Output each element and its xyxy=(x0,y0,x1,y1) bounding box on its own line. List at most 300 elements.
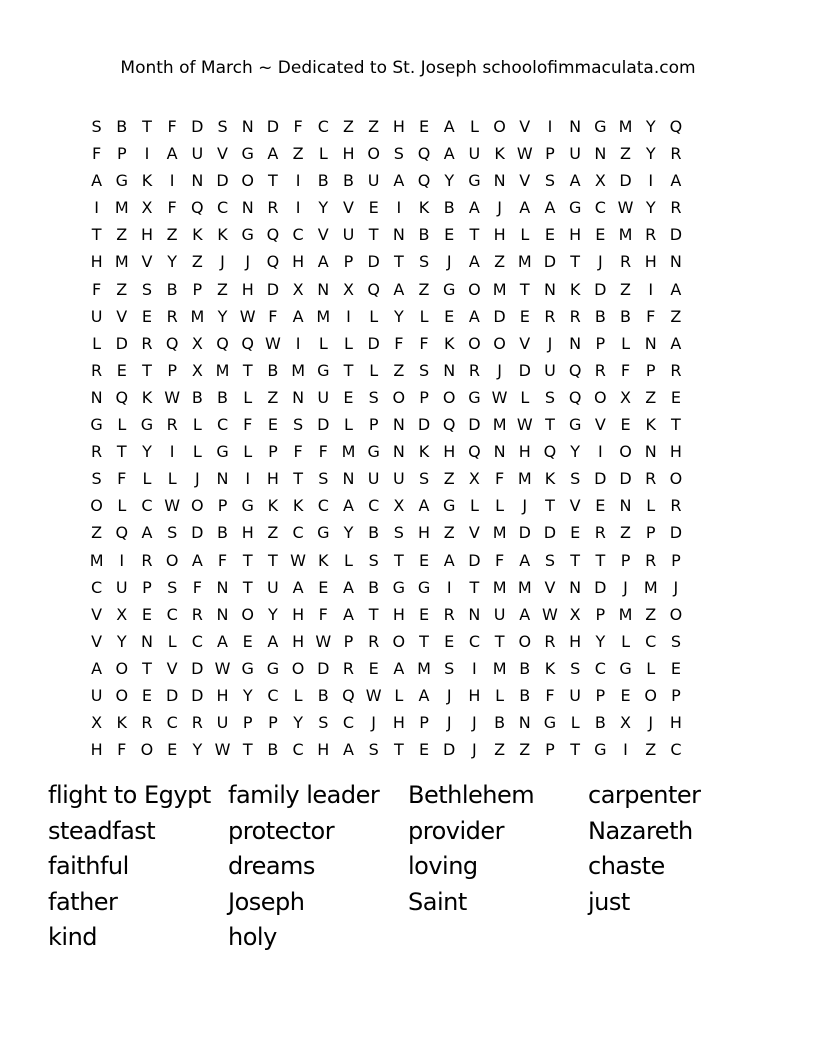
grid-row xyxy=(84,736,689,763)
grid-letter: I xyxy=(94,198,99,218)
grid-letter: B xyxy=(342,171,354,191)
grid-letter: I xyxy=(119,550,125,570)
grid-letter: C xyxy=(216,198,229,218)
grid-letter: D xyxy=(619,469,632,489)
grid-letter: G xyxy=(568,415,582,435)
word-bank-item: Saint xyxy=(408,887,467,916)
grid-letter: Z xyxy=(620,523,632,543)
grid-letter: C xyxy=(292,523,304,543)
grid-letter: Z xyxy=(620,144,632,164)
grid-letter: I xyxy=(144,144,150,164)
grid-letter: K xyxy=(318,550,329,570)
grid-row xyxy=(84,465,689,492)
grid-letter: F xyxy=(167,198,177,218)
grid-letter: B xyxy=(267,740,279,760)
grid-row xyxy=(84,492,689,519)
grid-letter: Z xyxy=(645,604,657,624)
grid-letter: E xyxy=(595,225,606,245)
grid-letter: V xyxy=(342,198,354,218)
grid-letter: C xyxy=(191,631,203,651)
grid-letter: O xyxy=(90,496,103,516)
grid-letter: E xyxy=(368,198,379,218)
grid-letter: W xyxy=(516,144,533,164)
grid-letter: F xyxy=(91,279,102,299)
grid-letter: Z xyxy=(620,279,632,299)
grid-letter: A xyxy=(342,604,354,624)
grid-letter: S xyxy=(670,631,681,651)
grid-letter: T xyxy=(519,279,530,299)
grid-letter: T xyxy=(116,442,127,462)
grid-letter: C xyxy=(342,713,355,733)
grid-letter: Y xyxy=(343,523,354,543)
grid-letter: I xyxy=(396,198,402,218)
grid-letter: Q xyxy=(543,442,557,462)
grid-letter: B xyxy=(594,306,606,326)
grid-letter: D xyxy=(468,415,481,435)
grid-letter: T xyxy=(469,577,480,597)
grid-letter: A xyxy=(443,144,455,164)
grid-letter: R xyxy=(141,333,153,353)
grid-letter: O xyxy=(241,171,255,191)
grid-letter: D xyxy=(367,333,380,353)
grid-letter: V xyxy=(116,306,128,326)
grid-letter: L xyxy=(419,306,429,326)
grid-letter: R xyxy=(141,550,153,570)
word-bank-item: holy xyxy=(228,923,277,951)
grid-letter: M xyxy=(89,550,104,570)
grid-letter: V xyxy=(468,523,480,543)
grid-letter: R xyxy=(569,306,581,326)
grid-letter: E xyxy=(267,415,278,435)
grid-letter: I xyxy=(623,740,628,760)
grid-row xyxy=(84,601,689,628)
grid-letter: C xyxy=(468,631,480,651)
grid-letter: G xyxy=(468,171,481,191)
grid-letter: M xyxy=(492,577,507,597)
grid-letter: T xyxy=(293,469,303,489)
grid-letter: Y xyxy=(570,442,581,462)
grid-letter: A xyxy=(670,279,682,299)
grid-row xyxy=(84,547,689,574)
grid-row xyxy=(84,276,689,303)
grid-letter: J xyxy=(472,740,477,760)
grid-letter: Z xyxy=(494,252,506,272)
grid-letter: E xyxy=(444,306,455,326)
grid-letter: V xyxy=(594,415,606,435)
grid-letter: N xyxy=(241,198,254,218)
grid-letter: D xyxy=(594,469,607,489)
grid-letter: R xyxy=(166,415,178,435)
grid-letter: O xyxy=(644,685,658,705)
grid-letter: S xyxy=(418,252,430,272)
grid-letter: P xyxy=(595,685,606,705)
grid-letter: C xyxy=(141,496,153,516)
grid-letter: C xyxy=(292,740,304,760)
grid-letter: P xyxy=(368,415,379,435)
grid-letter: L xyxy=(369,360,379,380)
word-bank-row xyxy=(48,885,788,921)
grid-letter: E xyxy=(595,496,606,516)
grid-letter: S xyxy=(141,279,153,299)
grid-letter: B xyxy=(191,387,203,407)
grid-letter: N xyxy=(493,442,506,462)
grid-letter: Z xyxy=(116,225,128,245)
grid-letter: D xyxy=(115,333,128,353)
grid-letter: N xyxy=(443,360,456,380)
grid-letter: E xyxy=(141,604,153,624)
grid-letter: B xyxy=(217,523,229,543)
grid-letter: L xyxy=(646,658,656,678)
grid-letter: M xyxy=(492,658,507,678)
grid-letter: O xyxy=(442,387,456,407)
grid-letter: T xyxy=(142,360,152,380)
grid-letter: X xyxy=(468,469,480,489)
grid-letter: J xyxy=(497,198,502,218)
grid-letter: Z xyxy=(443,469,455,489)
grid-letter: Z xyxy=(267,523,279,543)
grid-letter: Y xyxy=(444,171,455,191)
grid-letter: Y xyxy=(393,306,404,326)
grid-letter: H xyxy=(317,740,330,760)
grid-letter: S xyxy=(368,740,379,760)
grid-letter: V xyxy=(141,252,153,272)
grid-letter: D xyxy=(266,279,280,299)
grid-letter: A xyxy=(418,685,430,705)
grid-letter: H xyxy=(342,144,355,164)
grid-letter: Q xyxy=(266,252,280,272)
grid-letter: R xyxy=(594,523,606,543)
grid-letter: O xyxy=(493,333,506,353)
grid-letter: M xyxy=(190,306,205,326)
grid-letter: P xyxy=(217,496,228,516)
grid-letter: N xyxy=(594,144,607,164)
grid-letter: H xyxy=(468,685,481,705)
grid-row xyxy=(84,709,689,736)
grid-letter: U xyxy=(267,577,279,597)
grid-letter: L xyxy=(92,333,102,353)
grid-letter: D xyxy=(594,577,607,597)
grid-letter: J xyxy=(597,252,603,272)
grid-letter: H xyxy=(569,225,582,245)
grid-letter: Z xyxy=(217,279,229,299)
grid-letter: H xyxy=(392,604,405,624)
grid-letter: O xyxy=(165,550,179,570)
grid-letter: D xyxy=(669,523,683,543)
grid-letter: E xyxy=(418,550,430,570)
grid-letter: N xyxy=(569,333,582,353)
grid-letter: N xyxy=(292,387,305,407)
grid-letter: K xyxy=(418,198,430,218)
grid-letter: L xyxy=(520,225,530,245)
grid-letter: F xyxy=(117,469,127,489)
grid-letter: N xyxy=(493,171,506,191)
grid-letter: J xyxy=(245,252,251,272)
grid-letter: N xyxy=(644,442,657,462)
grid-letter: M xyxy=(316,306,331,326)
grid-letter: M xyxy=(492,279,507,299)
grid-letter: T xyxy=(570,252,581,272)
grid-row xyxy=(84,113,689,140)
grid-letter: G xyxy=(619,658,632,678)
grid-letter: Q xyxy=(417,144,431,164)
grid-letter: A xyxy=(670,171,682,191)
grid-letter: F xyxy=(494,469,505,489)
grid-letter: E xyxy=(544,225,556,245)
grid-letter: W xyxy=(214,740,231,760)
grid-letter: C xyxy=(216,415,229,435)
grid-letter: P xyxy=(645,360,656,380)
grid-letter: G xyxy=(594,740,607,760)
grid-letter: Y xyxy=(645,117,656,136)
word-bank-row xyxy=(48,920,788,956)
grid-letter: A xyxy=(267,144,279,164)
grid-letter: U xyxy=(216,713,229,733)
grid-letter: R xyxy=(342,658,355,678)
grid-letter: H xyxy=(241,523,254,543)
grid-letter: K xyxy=(141,171,153,191)
word-bank-item: flight to Egypt xyxy=(48,781,211,809)
grid-letter: L xyxy=(293,685,303,705)
grid-letter: R xyxy=(141,713,153,733)
grid-letter: C xyxy=(166,604,178,624)
grid-letter: U xyxy=(392,469,405,489)
grid-letter: Z xyxy=(166,225,178,245)
word-bank-item: provider xyxy=(408,816,504,845)
grid-letter: O xyxy=(468,333,481,353)
grid-letter: G xyxy=(568,198,582,218)
grid-letter: R xyxy=(191,713,203,733)
grid-letter: Z xyxy=(292,144,304,164)
word-bank-item: family leader xyxy=(228,781,380,809)
grid-letter: G xyxy=(543,713,557,733)
grid-letter: S xyxy=(418,469,430,489)
grid-letter: G xyxy=(266,658,280,678)
grid-letter: P xyxy=(192,279,203,299)
grid-letter: H xyxy=(90,740,103,760)
grid-letter: R xyxy=(670,360,682,380)
grid-letter: E xyxy=(620,685,631,705)
grid-letter: U xyxy=(569,685,582,705)
grid-letter: P xyxy=(645,523,656,543)
grid-letter: A xyxy=(468,306,480,326)
grid-letter: S xyxy=(393,523,404,543)
grid-letter: R xyxy=(645,225,657,245)
grid-letter: O xyxy=(115,685,129,705)
grid-letter: C xyxy=(645,631,657,651)
grid-letter: G xyxy=(241,658,254,678)
grid-letter: O xyxy=(669,604,683,624)
grid-letter: O xyxy=(241,604,255,624)
grid-letter: L xyxy=(117,496,127,516)
grid-letter: S xyxy=(444,658,455,678)
grid-letter: H xyxy=(241,279,254,299)
word-bank-item: steadfast xyxy=(48,816,156,845)
grid-letter: M xyxy=(517,577,532,597)
grid-letter: T xyxy=(242,577,253,597)
grid-letter: B xyxy=(116,117,128,136)
grid-letter: E xyxy=(670,387,681,407)
grid-letter: Q xyxy=(669,117,683,136)
grid-letter: Q xyxy=(165,333,179,353)
grid-letter: O xyxy=(594,387,607,407)
grid-letter: D xyxy=(619,171,632,191)
grid-letter: A xyxy=(292,577,304,597)
grid-letter: V xyxy=(519,333,531,353)
grid-letter: D xyxy=(417,415,431,435)
grid-letter: F xyxy=(217,550,228,570)
grid-letter: P xyxy=(343,631,354,651)
grid-letter: Y xyxy=(167,252,178,272)
grid-letter: A xyxy=(393,279,405,299)
grid-letter: A xyxy=(418,496,430,516)
grid-letter: D xyxy=(191,523,204,543)
grid-letter: P xyxy=(620,550,631,570)
grid-letter: S xyxy=(544,387,556,407)
grid-letter: W xyxy=(290,550,306,570)
grid-letter: M xyxy=(492,415,507,435)
grid-letter: G xyxy=(367,442,380,462)
grid-letter: B xyxy=(443,198,455,218)
grid-letter: P xyxy=(671,685,681,705)
grid-letter: U xyxy=(115,577,128,597)
grid-letter: J xyxy=(547,333,553,353)
grid-letter: C xyxy=(292,225,304,245)
grid-letter: R xyxy=(594,360,606,380)
grid-row xyxy=(84,628,689,655)
grid-letter: D xyxy=(266,117,280,136)
grid-letter: S xyxy=(368,387,379,407)
grid-letter: D xyxy=(443,740,456,760)
grid-letter: W xyxy=(214,658,231,678)
grid-letter: K xyxy=(544,469,556,489)
grid-letter: N xyxy=(569,117,582,136)
grid-letter: Q xyxy=(266,225,280,245)
grid-letter: U xyxy=(342,225,355,245)
grid-letter: A xyxy=(166,144,178,164)
grid-letter: A xyxy=(342,577,354,597)
grid-letter: Z xyxy=(418,279,430,299)
grid-letter: R xyxy=(619,252,632,272)
grid-letter: O xyxy=(518,631,532,651)
grid-letter: J xyxy=(623,577,628,597)
grid-letter: O xyxy=(392,631,406,651)
grid-letter: D xyxy=(543,252,557,272)
grid-letter: J xyxy=(446,252,452,272)
grid-letter: T xyxy=(494,631,505,651)
grid-letter: K xyxy=(292,496,304,516)
grid-letter: N xyxy=(216,604,229,624)
grid-letter: N xyxy=(392,225,405,245)
grid-letter: G xyxy=(468,387,481,407)
grid-letter: D xyxy=(165,685,179,705)
grid-letter: K xyxy=(217,225,228,245)
grid-letter: G xyxy=(317,360,330,380)
grid-letter: L xyxy=(142,469,152,489)
grid-letter: M xyxy=(618,225,633,245)
grid-letter: U xyxy=(569,144,582,164)
grid-letter: T xyxy=(343,360,354,380)
grid-letter: R xyxy=(544,306,556,326)
grid-letter: X xyxy=(393,496,405,516)
grid-letter: S xyxy=(544,550,556,570)
grid-letter: O xyxy=(669,469,683,489)
grid-letter: X xyxy=(569,604,581,624)
grid-letter: E xyxy=(418,604,430,624)
grid-letter: L xyxy=(646,496,656,516)
grid-letter: E xyxy=(343,387,354,407)
grid-letter: F xyxy=(91,144,102,164)
grid-letter: S xyxy=(570,469,581,489)
grid-letter: H xyxy=(140,225,153,245)
grid-letter: T xyxy=(545,415,555,435)
grid-letter: Y xyxy=(217,306,228,326)
grid-letter: A xyxy=(342,740,354,760)
grid-letter: L xyxy=(117,415,127,435)
grid-letter: Y xyxy=(293,713,303,733)
grid-letter: N xyxy=(216,469,229,489)
grid-letter: W xyxy=(315,631,332,651)
grid-letter: L xyxy=(243,387,253,407)
grid-letter: L xyxy=(318,144,328,164)
word-bank-item: kind xyxy=(48,923,98,951)
grid-letter: L xyxy=(520,387,530,407)
grid-letter: O xyxy=(392,387,406,407)
grid-letter: R xyxy=(166,306,178,326)
grid-letter: L xyxy=(344,550,353,570)
grid-letter: C xyxy=(317,117,329,136)
grid-letter: V xyxy=(166,658,178,678)
grid-letter: N xyxy=(644,333,657,353)
grid-letter: A xyxy=(670,333,682,353)
grid-letter: S xyxy=(167,577,178,597)
grid-letter: C xyxy=(368,496,380,516)
grid-letter: M xyxy=(215,360,230,380)
grid-letter: N xyxy=(216,577,229,597)
grid-row xyxy=(84,140,689,167)
grid-letter: B xyxy=(368,577,380,597)
grid-letter: T xyxy=(242,550,253,570)
grid-letter: S xyxy=(318,469,329,489)
grid-letter: C xyxy=(594,658,606,678)
grid-letter: U xyxy=(367,171,380,191)
grid-row xyxy=(84,194,689,221)
grid-letter: L xyxy=(192,442,202,462)
grid-row xyxy=(84,655,689,682)
grid-letter: O xyxy=(291,658,305,678)
word-bank-item: Nazareth xyxy=(588,816,693,845)
grid-letter: T xyxy=(393,740,404,760)
grid-letter: M xyxy=(114,198,129,218)
page-title: Month of March ~ Dedicated to St. Joseph schoolofimmaculata.com xyxy=(120,58,696,78)
grid-letter: S xyxy=(570,658,581,678)
grid-letter: H xyxy=(443,442,456,462)
grid-letter: R xyxy=(368,631,380,651)
grid-letter: H xyxy=(392,713,405,733)
grid-letter: M xyxy=(618,117,633,136)
grid-letter: I xyxy=(648,279,654,299)
grid-letter: W xyxy=(264,333,281,353)
grid-letter: T xyxy=(268,550,278,570)
grid-letter: X xyxy=(620,713,632,733)
grid-letter: N xyxy=(317,279,330,299)
grid-letter: L xyxy=(243,442,253,462)
grid-letter: H xyxy=(292,631,305,651)
grid-letter: I xyxy=(295,171,301,191)
grid-letter: Q xyxy=(191,198,204,218)
grid-letter: S xyxy=(91,117,102,136)
grid-letter: E xyxy=(141,685,153,705)
grid-letter: Z xyxy=(393,360,405,380)
